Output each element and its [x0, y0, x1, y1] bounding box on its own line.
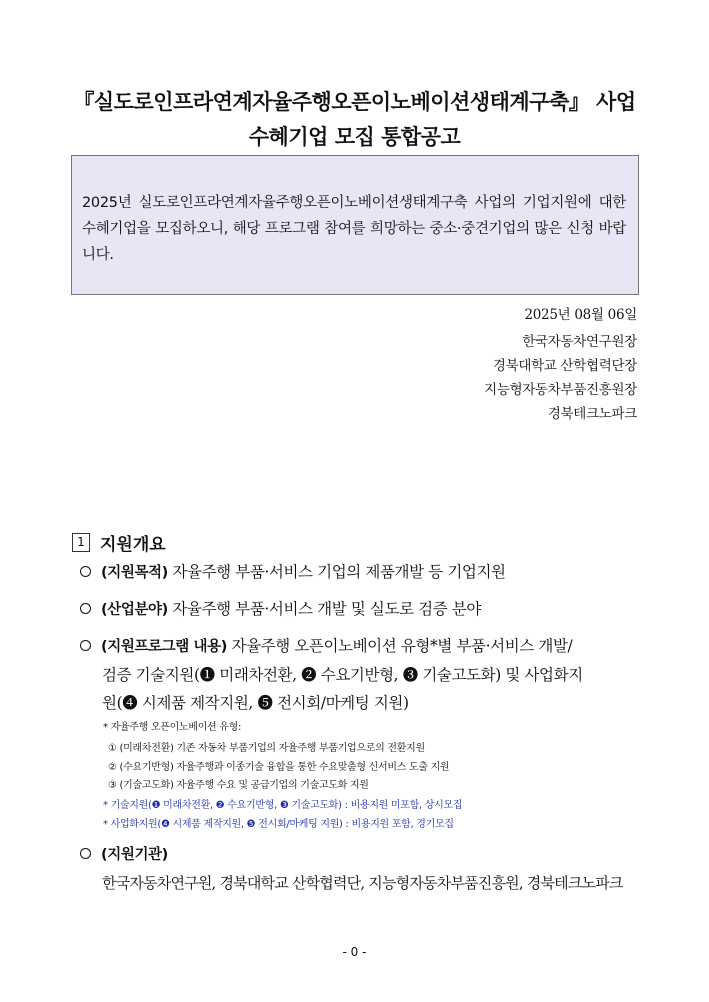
signatory-org: 경북대학교 산학협력단장 [492, 358, 637, 374]
item-text: 자율주행 부품·서비스 개발 및 실도로 검증 분야 [172, 600, 481, 618]
item-program [80, 632, 640, 717]
intro-box: 2025년 실도로인프라연계자율주행오픈이노베이션생태계구축 사업의 기업지원에 대한 수혜기업을 모집하오니, 해당 프로그램 참여를 희망하는 중소·중견기업의 많은 신청 바랍니다. [71, 155, 639, 295]
item-text-line1: 자율주행 오픈이노베이션 유형*별 부품·서비스 개발/ [231, 637, 573, 655]
circle-bullet-icon [80, 848, 91, 859]
item-label: (지원기관) [101, 847, 168, 863]
item-industry [80, 595, 640, 624]
note-type: ① (미래차전환) 기존 자동차 부품기업의 자율주행 부품기업으로의 전환지원 [108, 743, 425, 754]
section-title: 지원개요 [100, 535, 166, 555]
signatory-org: 지능형자동차부품진흥원장 [484, 382, 637, 398]
item-text: 자율주행 부품·서비스 기업의 제품개발 등 기업지원 [172, 563, 506, 581]
note-type: ③ (기술고도화) 자율주행 수요 및 공급기업의 기술고도화 지원 [108, 780, 369, 791]
signatory-org: 한국자동차연구원장 [522, 334, 637, 350]
note-biz-support: * 사업화지원(❹ 시제품 제작지원, ❺ 전시회/마케팅 지원) : 비용지원 포함, 경기모집 [103, 819, 454, 830]
circle-bullet-icon [80, 566, 91, 577]
section-heading [72, 530, 166, 555]
signatory-org: 경북테크노파크 [547, 406, 637, 422]
item-purpose [80, 558, 640, 587]
announcement-date: 2025년 08월 06일 [524, 307, 637, 323]
document-title-line1: 『실도로인프라연계자율주행오픈이노베이션생태계구축』 사업 [73, 90, 636, 114]
section-number: 1 [72, 533, 90, 552]
item-text-line2: 검증 기술지원(❶ 미래차전환, ❷ 수요기반형, ❸ 기술고도화) 및 사업화지 [102, 666, 583, 684]
circle-bullet-icon [80, 640, 91, 651]
item-label: (지원프로그램 내용) [101, 639, 227, 655]
item-label: (산업분야) [101, 602, 168, 618]
item-text: 한국자동차연구원, 경북대학교 산학협력단, 지능형자동차부품진흥원, 경북테크노파크 [102, 874, 623, 892]
note-header: * 자율주행 오픈이노베이션 유형: [103, 722, 242, 733]
circle-bullet-icon [80, 603, 91, 614]
page-number: - 0 - [342, 945, 367, 959]
item-agency [80, 840, 640, 897]
document-title-line2: 수혜기업 모집 통합공고 [248, 125, 461, 149]
item-label: (지원목적) [101, 565, 168, 581]
note-tech-support: * 기술지원(❶ 미래차전환, ❷ 수요기반형, ❸ 기술고도화) : 비용지원 미포함, 상시모집 [103, 800, 463, 811]
item-text-line3: 원(❹ 시제품 제작지원, ❺ 전시회/마케팅 지원) [102, 694, 409, 712]
note-type: ② (수요기반형) 자율주행과 이종기술 융합을 통한 수요맞춤형 신서비스 도출 지원 [108, 762, 450, 773]
